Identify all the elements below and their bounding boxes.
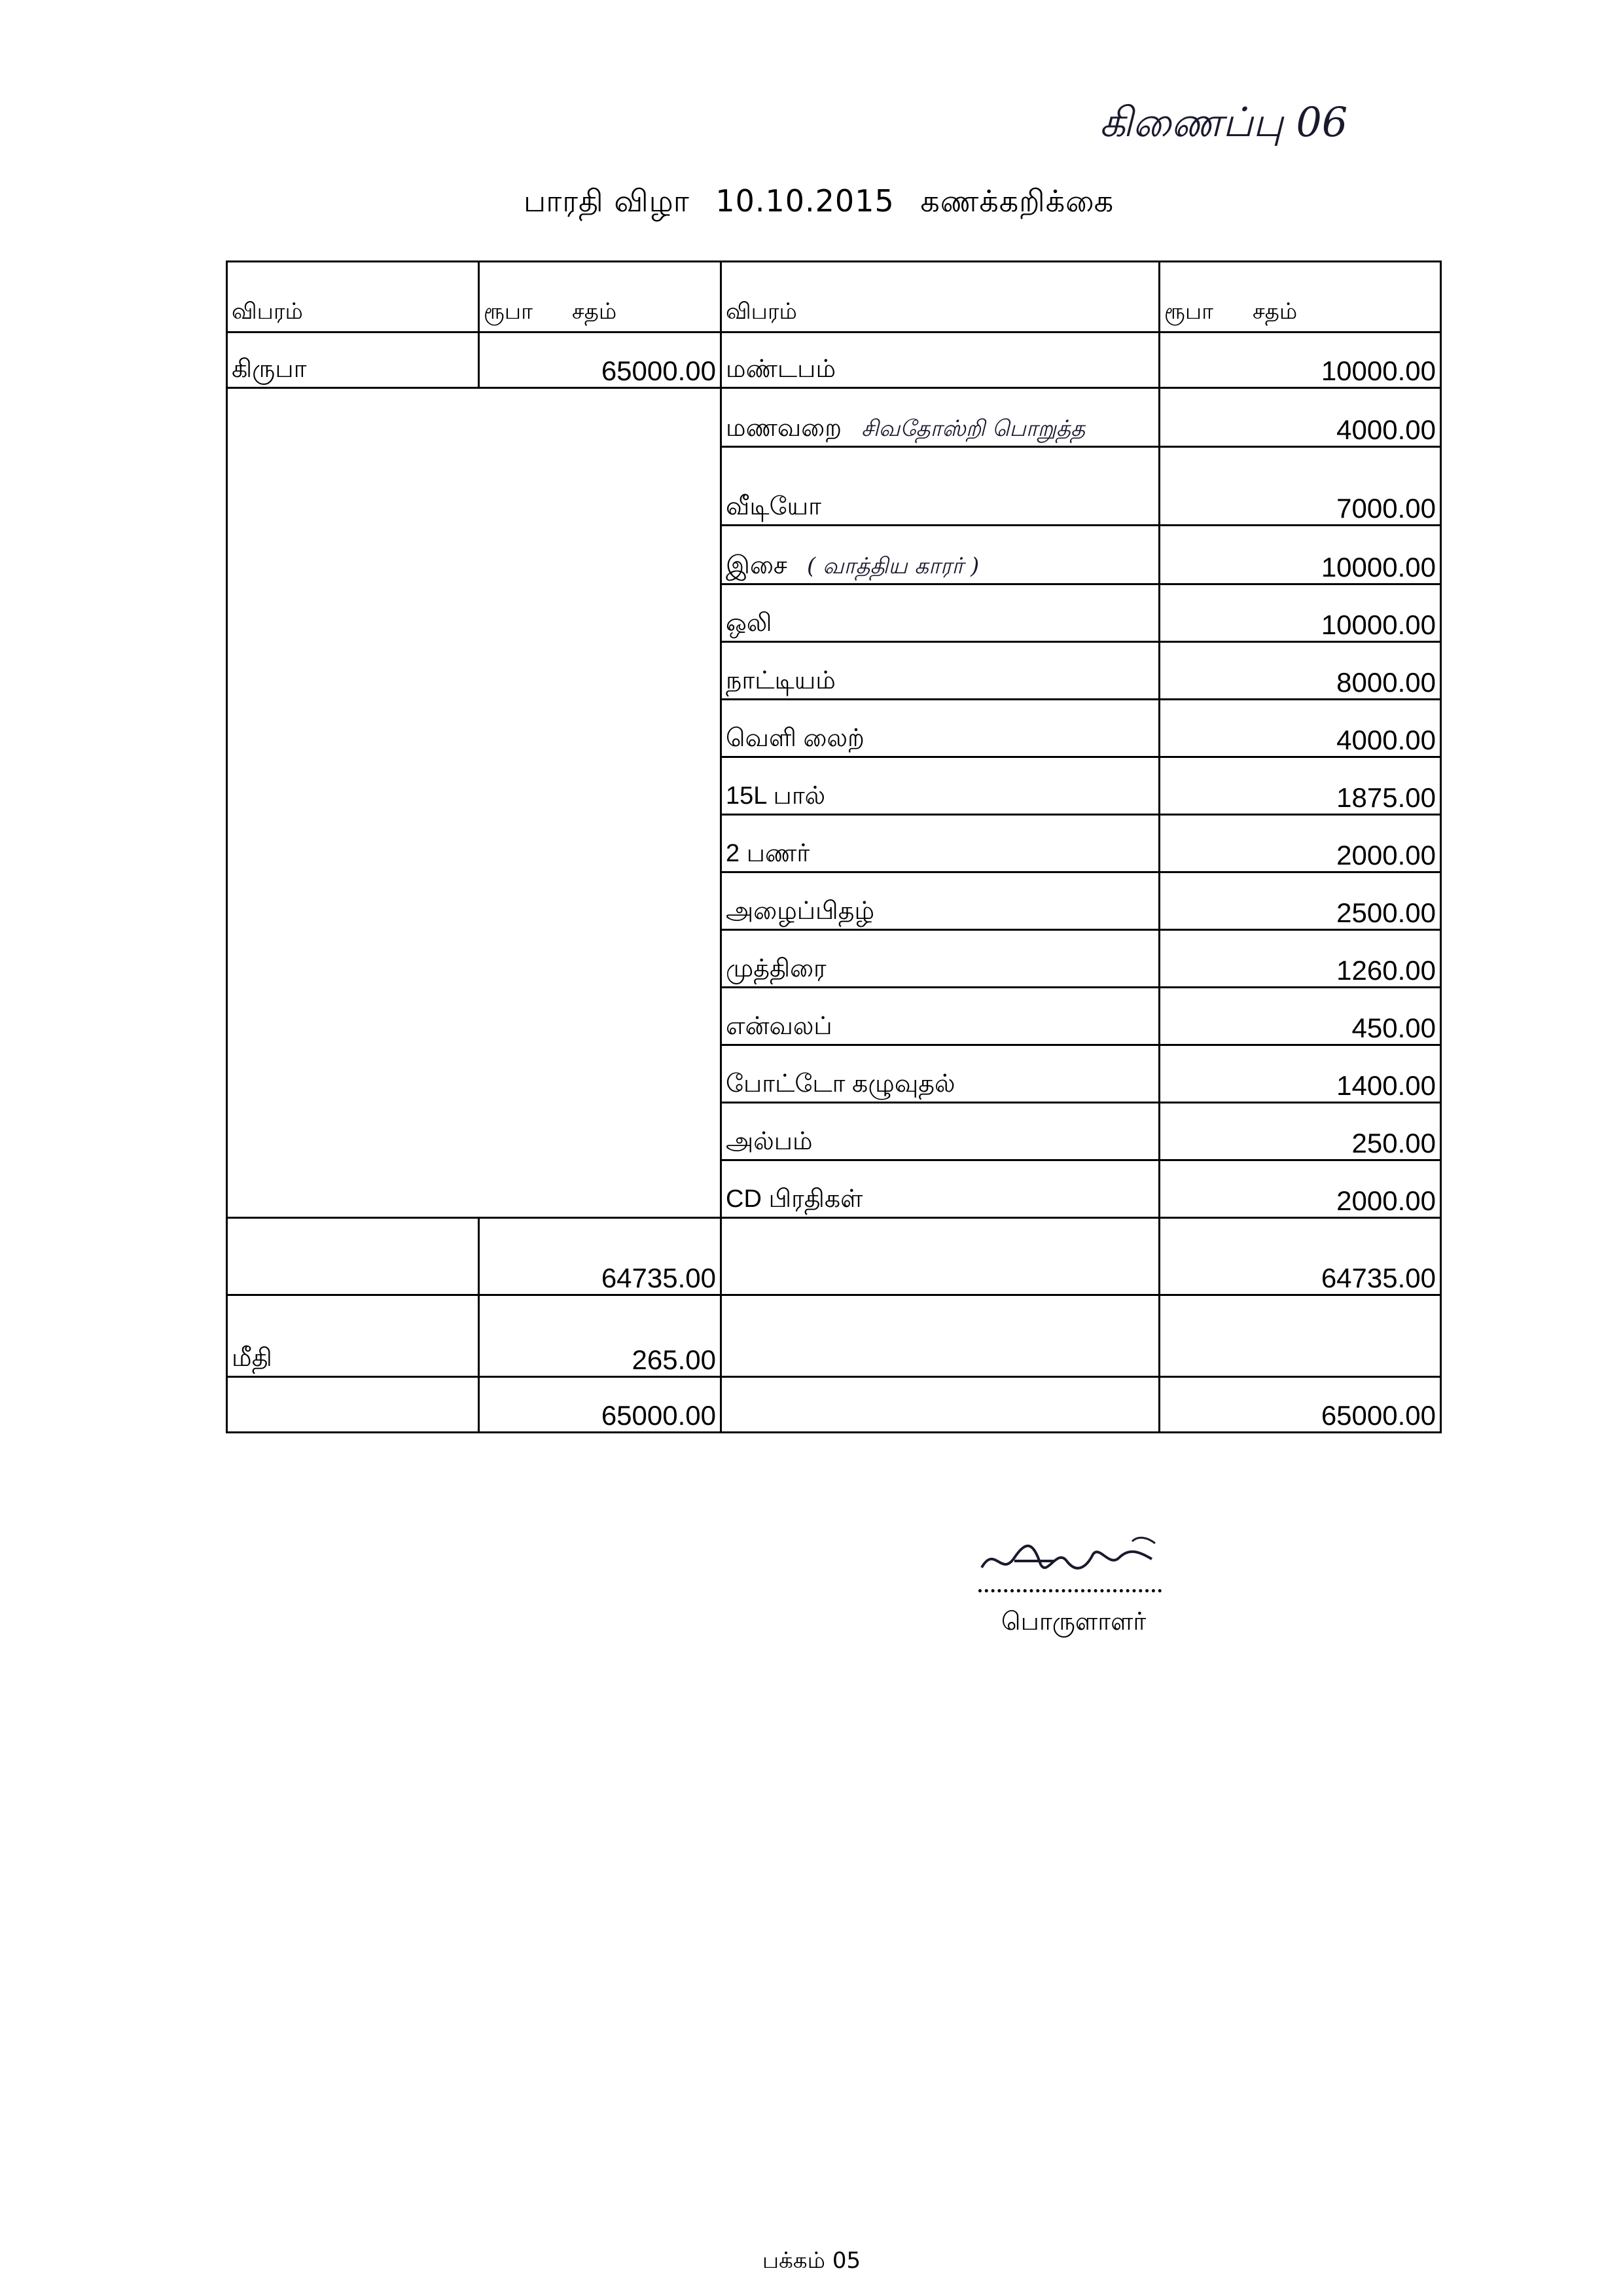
expense-label: நாட்டியம் <box>726 667 836 694</box>
grand-total-row <box>227 1377 1441 1433</box>
expense-amount: 10000.00 <box>1160 332 1441 388</box>
expense-label: அழைப்பிதழ் <box>726 897 875 925</box>
expense-desc <box>721 584 1160 642</box>
expense-amount: 8000.00 <box>1160 642 1441 700</box>
blank-income-area <box>227 388 721 1218</box>
grand-total-right-amount: 65000.00 <box>1160 1377 1441 1433</box>
expense-label: மண்டபம் <box>726 355 836 383</box>
grand-total-left-label <box>227 1377 479 1433</box>
expense-desc <box>721 526 1160 584</box>
total-left-amount: 64735.00 <box>479 1218 721 1295</box>
header-right-amount <box>1160 262 1441 332</box>
header-left-amount <box>479 262 721 332</box>
handwritten-annotation: கிணைப்பு 06 <box>1099 98 1348 146</box>
expense-desc <box>721 447 1160 526</box>
header-left-cents: சதம் <box>571 299 617 324</box>
expense-desc <box>721 815 1160 872</box>
grand-total-left-amount: 65000.00 <box>479 1377 721 1433</box>
header-right-rs: ரூபா <box>1164 299 1213 324</box>
page-title <box>524 183 1130 223</box>
expense-desc <box>721 757 1160 815</box>
balance-right-amount-blank <box>1160 1295 1441 1377</box>
expense-amount: 4000.00 <box>1160 388 1441 447</box>
expense-label: முத்திரை <box>726 955 827 982</box>
balance-row <box>227 1295 1441 1377</box>
header-row <box>227 262 1441 332</box>
expense-label: வெளி லைற் <box>726 725 865 752</box>
treasurer-label: பொருளாளர் <box>1001 1607 1147 1636</box>
expense-label: போட்டோ கழுவுதல் <box>726 1070 955 1098</box>
title-event: பாரதி விழா <box>524 183 690 219</box>
expense-label: அல்பம் <box>726 1128 813 1155</box>
grand-total-right-label <box>721 1377 1160 1433</box>
expense-amount: 2500.00 <box>1160 872 1441 930</box>
title-date: 10.10.2015 <box>715 183 895 219</box>
header-left-rs: ரூபா <box>484 299 533 324</box>
total-right-amount: 64735.00 <box>1160 1218 1441 1295</box>
income-amount: 65000.00 <box>479 332 721 388</box>
expense-desc <box>721 1103 1160 1160</box>
total-left-label <box>227 1218 479 1295</box>
balance-label: மீதி <box>227 1295 479 1377</box>
expense-amount: 7000.00 <box>1160 447 1441 526</box>
income-desc: கிருபா <box>227 332 479 388</box>
handwritten-note: சிவதோஸ்றி பொறுத்த <box>861 416 1086 442</box>
expense-amount: 1875.00 <box>1160 757 1441 815</box>
handwritten-note: ( வாத்திய காரர் ) <box>806 553 980 579</box>
expense-amount: 2000.00 <box>1160 815 1441 872</box>
header-right-cents: சதம் <box>1252 299 1298 324</box>
expense-amount: 2000.00 <box>1160 1160 1441 1218</box>
expense-desc <box>721 700 1160 757</box>
expense-label: CD பிரதிகள் <box>726 1185 863 1213</box>
page-number: பக்கம் 05 <box>762 2248 861 2274</box>
expense-amount: 1400.00 <box>1160 1045 1441 1103</box>
expense-desc <box>721 1160 1160 1218</box>
expense-desc <box>721 388 1160 447</box>
accounts-table <box>226 260 1442 1433</box>
expense-label: ஒலி <box>726 609 772 637</box>
header-left-desc: விபரம் <box>227 262 479 332</box>
header-right-desc: விபரம் <box>721 262 1160 332</box>
expense-label: இசை <box>726 552 787 579</box>
expense-amount: 450.00 <box>1160 988 1441 1045</box>
balance-right-blank <box>721 1295 1160 1377</box>
expense-amount: 10000.00 <box>1160 526 1441 584</box>
expense-desc <box>721 930 1160 988</box>
expense-label: 2 பணர் <box>726 840 810 867</box>
signature <box>975 1532 1171 1584</box>
expense-desc <box>721 988 1160 1045</box>
title-doc: கணக்கறிக்கை <box>920 183 1115 219</box>
total-row <box>227 1218 1441 1295</box>
expense-amount: 250.00 <box>1160 1103 1441 1160</box>
balance-amount: 265.00 <box>479 1295 721 1377</box>
signature-line <box>978 1589 1162 1592</box>
expense-amount: 4000.00 <box>1160 700 1441 757</box>
expense-desc <box>721 1045 1160 1103</box>
table-row <box>227 332 1441 388</box>
expense-label: மணவறை <box>726 414 842 442</box>
expense-label: என்வலப் <box>726 1013 832 1040</box>
table-row <box>227 388 1441 447</box>
expense-amount: 1260.00 <box>1160 930 1441 988</box>
expense-desc <box>721 332 1160 388</box>
expense-label: வீடியோ <box>726 493 822 520</box>
expense-desc <box>721 642 1160 700</box>
expense-desc <box>721 872 1160 930</box>
signature-scribble-icon <box>975 1532 1171 1584</box>
expense-label: 15L பால் <box>726 782 826 810</box>
expense-amount: 10000.00 <box>1160 584 1441 642</box>
total-right-label <box>721 1218 1160 1295</box>
